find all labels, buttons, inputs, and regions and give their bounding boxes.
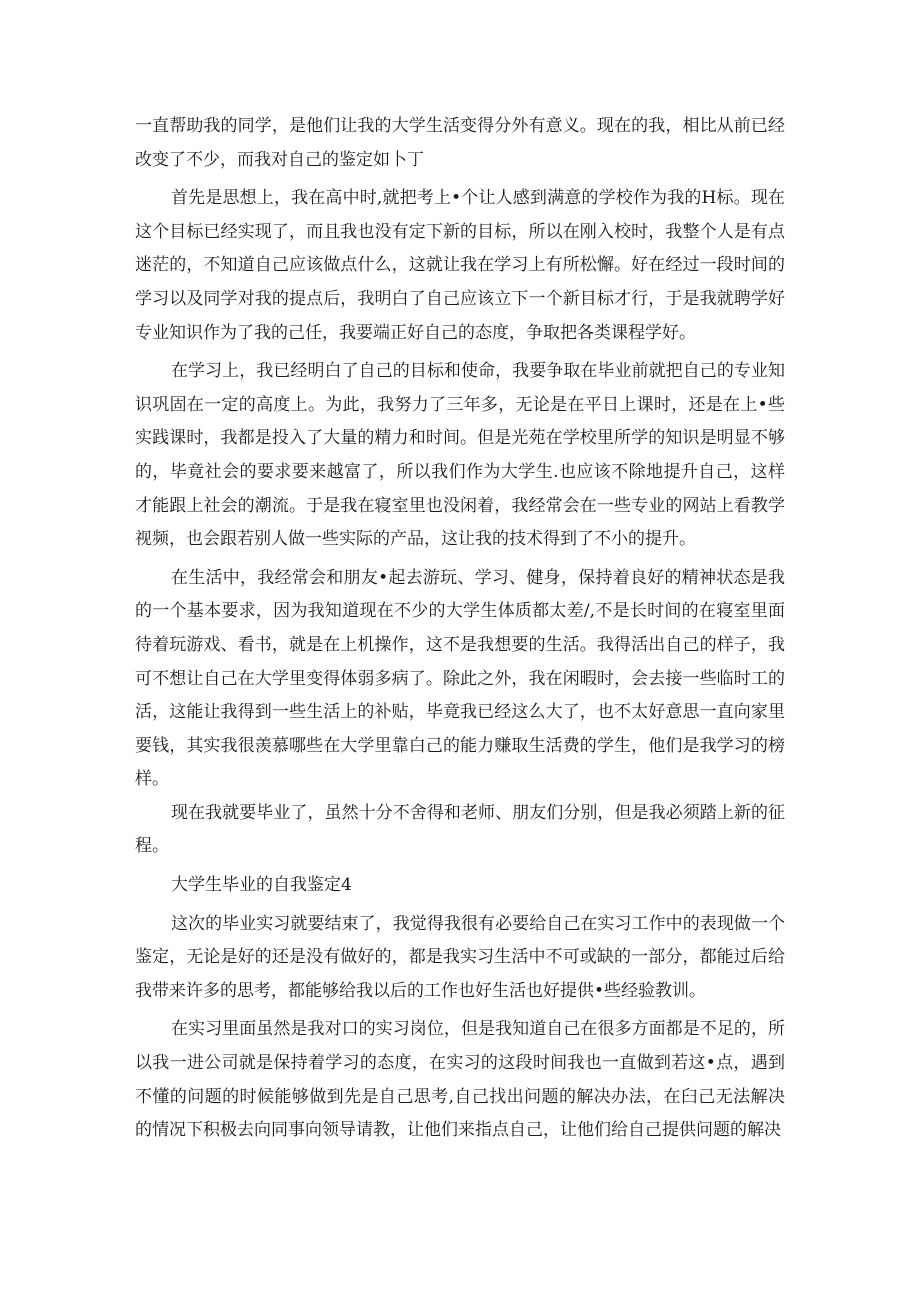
paragraph-internship-learning: 在实习里面虽然是我对口的实习岗位，但是我知道自己在很多方面都是不足的，所以我一进公司就是保持着学习的态度，在实习的这段时间我也一直做到若这•点，遇到不懂的问题的时候能够做到先是自己思考,自己找出问题的解决办法，在臼己无法解决的情况下积极去向同事向领导请教，让他们来指点自己，让他们给自己提供问题的解决 [135,1019,785,1141]
paragraph-graduation: 现在我就要毕业了，虽然十分不舍得和老师、朋友们分别，但是我必须踏上新的征程。 [135,802,785,857]
paragraph-internship-intro: 这次的毕业实习就要结束了，我觉得我很有必要给自己在实习工作中的表现做一个鉴定，无论是好的还是没有做好的，都是我实习生活中不可或缺的一部分，都能过后给我带来许多的思考，都能够给我以后的工作也好生活也好提供•些经验教训。 [135,913,785,1001]
document-body [135,110,785,1153]
paragraph-intro: 一直帮助我的同学，是他们让我的大学生活变得分外有意义。现在的我，相比从前已经改变了不少，而我对自己的鉴定如卜丁 [135,116,785,170]
section-heading: 大学生毕业的自我鉴定4 [171,875,352,896]
paragraph-life: 在生活中，我经常会和朋友•起去游玩、学习、健身，保持着良好的精神状态是我的一个基本要求，因为我知道现在不少的大学生体质都太差/,不是长时间的在寝室里面待着玩游戏、看书，就是在上机操作，这不是我想要的生活。我得活出自己的样子，我可不想让自己在大学里变得体弱多病了。除此之外，我在闲暇时，会去接一些临时工的活，这能让我得到一些生活上的补贴，毕竟我已经这么大了，也不太好意思一直向家里要钱，其实我很羡慕哪些在大学里靠白己的能力赚取生活费的学生，他们是我学习的榜样。 [135,567,785,790]
paragraph-thought: 首先是思想上，我在高中时,就把考上•个让人感到满意的学校作为我的H标。现在这个目标已经实现了，而且我也没有定下新的目标，所以在刚入校时，我整个人是有点迷茫的，不知道自己应该做点什么，这就让我在学习上有所松懈。好在经过一段时间的学习以及同学对我的提点后，我明白了自己应该立下一个新目标才行，于是我就聘学好专业知识作为了我的己任，我要端正好自己的态度，争取把各类课程学好。 [135,188,785,343]
paragraph-study: 在学习上，我已经明白了自己的目标和使命，我要争取在毕业前就把自己的专业知识巩固在一定的高度上。为此，我努力了三年多，无论是在平日上课时，还是在上•些实践课时，我都是投入了大量的精力和时间。但是光苑在学校里所学的知识是明显不够的，毕竟社会的要求要来越富了，所以我们作为大学生.也应该不除地提升自己，这样才能跟上社会的潮流。于是我在寝室里也没闲着，我经常会在一些专业的网站上看教学视频，也会跟若别人做一些实际的产品，这让我的技术得到了不小的提升。 [135,361,785,550]
